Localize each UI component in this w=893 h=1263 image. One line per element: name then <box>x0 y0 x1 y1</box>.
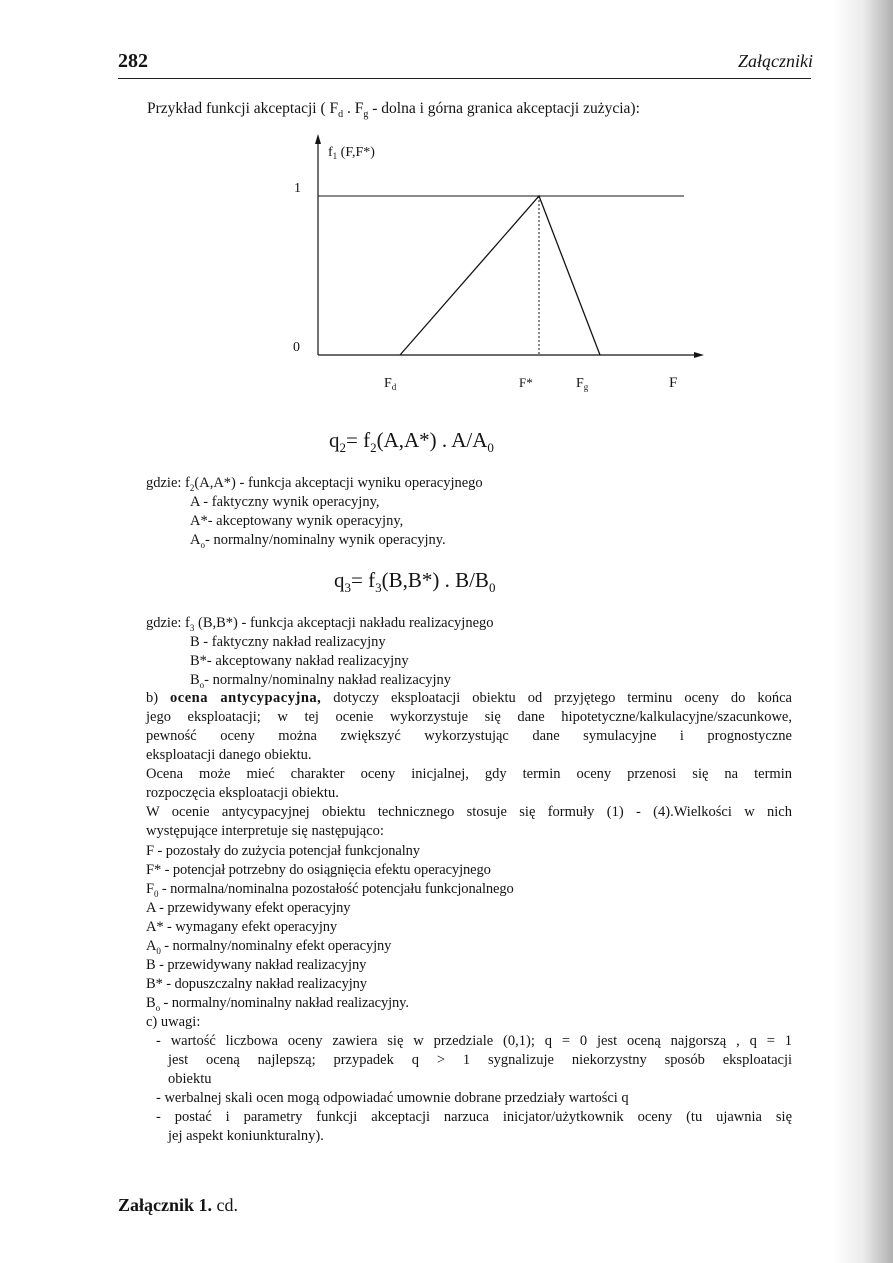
tick-label-one: 1 <box>294 181 301 196</box>
section-b-line-6: rozpoczęcia eksploatacji obiektu. <box>146 785 339 801</box>
formula-q3: $q_3= f_3(B,B*)$ . $B/B_0$ <box>334 568 496 596</box>
q2-where-line: gdzie: $f_2(A,A*)$ - funkcja akceptacji wyniku operacyjnego <box>146 475 483 493</box>
q2-def-ao: $A_o-$ normalny/nominalny wynik operacyjny. <box>190 532 446 550</box>
q2-def-astar: A*- akceptowany wynik operacyjny, <box>190 513 404 529</box>
tick-label-fg: $F_g$ <box>576 376 589 392</box>
section-b-line-3: pewność oceny można zwiększyć wykorzystując dane symulacyjne i prognostyczne <box>146 728 792 744</box>
q3-def-bstar: B*- akceptowany nakład realizacyjny <box>190 653 409 669</box>
section-c-item1-line3: obiektu <box>168 1071 212 1087</box>
section-c-item2: - werbalnej skali ocen mogą odpowiadać umownie dobrane przedziały wartości q <box>156 1090 629 1106</box>
running-header-title: Załączniki <box>738 51 813 71</box>
section-b-line-5: Ocena może mieć charakter oceny inicjalnej, gdy termin oceny przenosi się na termin <box>146 766 792 782</box>
definition-f: F - pozostały do zużycia potencjał funkcjonalny <box>146 843 420 859</box>
series-f1-line <box>400 196 600 355</box>
section-b-line-2: jego eksploatacji; w tej ocenie wykorzystuje się dane hipotetyczne/kalkulacyjne/szacunkowe, <box>146 709 792 725</box>
footer-caption: Załącznik 1. cd. <box>118 1195 239 1215</box>
definition-bo: $B_o$ - normalny/nominalny nakład realizacyjny. <box>146 995 409 1013</box>
scan-edge-shadow <box>833 0 893 1263</box>
section-b-line-8: występujące interpretuje się następująco: <box>146 823 384 839</box>
y-axis-arrowhead <box>315 134 321 144</box>
definition-fstar: F* - potencjał potrzebny do osiągnięcia efektu operacyjnego <box>146 862 491 878</box>
page-number: 282 <box>118 50 148 72</box>
definition-bstar: B* - dopuszczalny nakład realizacyjny <box>146 976 367 992</box>
section-c-heading: c) uwagi: <box>146 1014 201 1030</box>
intro-sentence: Przykład funkcji akceptacji ( $F_d$ . $F_g$ - dolna i górna granica akceptacji zużycia): <box>147 100 640 121</box>
acceptance-function-chart <box>280 130 720 400</box>
section-c-item3-line1: - postać i parametry funkcji akceptacji narzuca inicjator/użytkownik oceny (tu ujawnia się <box>156 1109 792 1125</box>
q3-where-line: gdzie: $f_3$ (B,B*) - funkcja akceptacji nakładu realizacyjnego <box>146 615 494 633</box>
tick-label-zero: 0 <box>293 340 300 355</box>
section-c-item3-line2: jej aspekt koniunkturalny). <box>168 1128 324 1144</box>
definition-f0: $F_0$ - normalna/nominalna pozostałość potencjału funkcjonalnego <box>146 881 514 899</box>
q3-def-bo: $B_o-$ normalny/nominalny nakład realizacyjny <box>190 672 451 690</box>
definition-a: A - przewidywany efekt operacyjny <box>146 900 351 916</box>
definition-b: B - przewidywany nakład realizacyjny <box>146 957 367 973</box>
section-b-line-4: eksploatacji danego obiektu. <box>146 747 312 763</box>
section-b-line-7: W ocenie antycypacyjnej obiektu technicznego stosuje się formuły (1) - (4).Wielkości w nich <box>146 804 792 820</box>
q3-def-b: B - faktyczny nakład realizacyjny <box>190 634 386 650</box>
x-axis-arrowhead <box>694 352 704 358</box>
formula-q2: $q_2= f_2(A,A*)$ . $A/A_0$ <box>329 428 494 456</box>
section-c-item1-line1: - wartość liczbowa oceny zawiera się w przedziale (0,1); q = 0 jest oceną najgorszą , q = 1 <box>156 1033 792 1049</box>
x-axis-label: F <box>669 375 678 391</box>
tick-label-fd: $F_d$ <box>384 376 397 392</box>
y-axis-label: $f_1$ (F,F*) <box>328 145 375 161</box>
definition-astar: A* - wymagany efekt operacyjny <box>146 919 338 935</box>
section-b-line-1: b) ocena antycypacyjna, dotyczy eksploatacji obiektu od przyjętego terminu oceny do końca <box>146 690 792 706</box>
section-c-item1-line2: jest oceną najlepszą; przypadek q > 1 sygnalizuje niekorzystny sposób eksploatacji <box>168 1052 792 1068</box>
q2-def-a: A - faktyczny wynik operacyjny, <box>190 494 380 510</box>
header-rule <box>118 78 811 79</box>
tick-label-fstar: F* <box>519 375 533 390</box>
definition-a0: $A_0$ - normalny/nominalny efekt operacyjny <box>146 938 392 956</box>
